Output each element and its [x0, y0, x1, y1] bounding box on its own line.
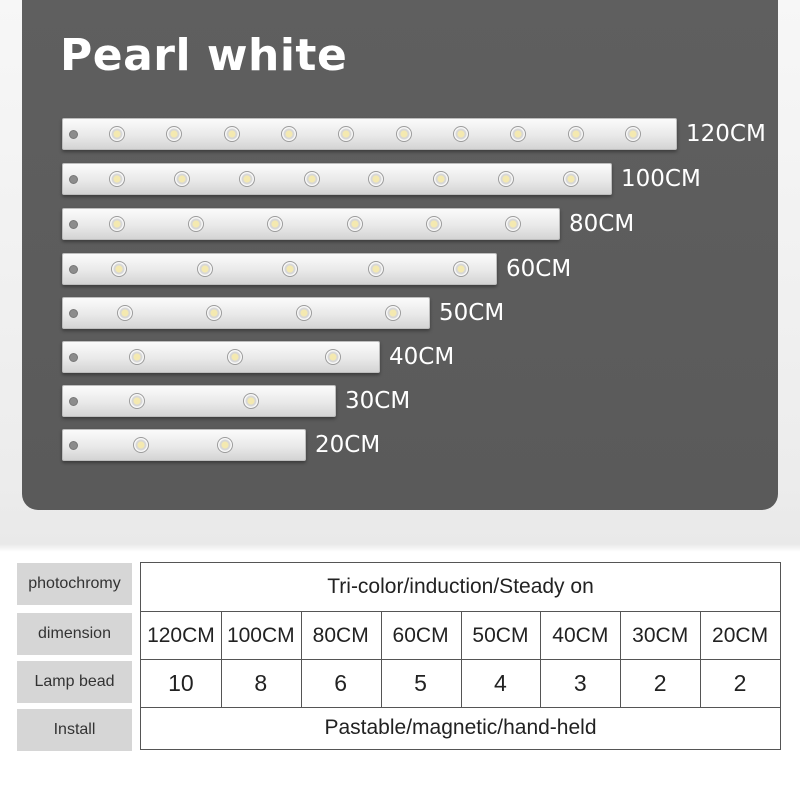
lamp-bead-icon	[426, 216, 442, 232]
lamp-bead-icon	[129, 349, 145, 365]
bar-length-label: 50CM	[439, 300, 505, 326]
lamp-bead-icon	[267, 216, 283, 232]
lamp-bead-icon	[281, 126, 297, 142]
lamp-bead-icon	[625, 126, 641, 142]
light-bar	[62, 253, 497, 285]
dimension-cell: 100CM	[226, 623, 295, 647]
lamp-bead-icon	[498, 171, 514, 187]
lamp-bead-cell: 3	[573, 670, 587, 696]
dimension-cell: 30CM	[632, 623, 689, 647]
dimension-cell: 120CM	[147, 623, 215, 647]
motion-sensor-icon	[69, 265, 78, 274]
light-bar	[62, 385, 336, 417]
motion-sensor-icon	[69, 220, 78, 229]
lamp-bead-icon	[368, 171, 384, 187]
dimension-cell: 60CM	[392, 623, 449, 647]
lamp-bead-icon	[563, 171, 579, 187]
motion-sensor-icon	[69, 397, 78, 406]
lamp-bead-cell: 5	[414, 670, 427, 696]
dimension-cell: 80CM	[312, 623, 369, 647]
lamp-bead-cell: 8	[254, 670, 268, 696]
install-value: Pastable/magnetic/hand-held	[324, 716, 597, 739]
bar-length-label: 40CM	[389, 344, 455, 370]
bar-length-label: 120CM	[686, 121, 766, 147]
lamp-bead-icon	[453, 261, 469, 277]
lamp-bead-icon	[188, 216, 204, 232]
photochromy-value: Tri-color/induction/Steady on	[327, 575, 594, 598]
lamp-bead-icon	[129, 393, 145, 409]
lamp-bead-icon	[109, 171, 125, 187]
lamp-bead-cell: 2	[733, 670, 747, 696]
lamp-bead-icon	[282, 261, 298, 277]
dimension-cell: 40CM	[552, 623, 609, 647]
motion-sensor-icon	[69, 309, 78, 318]
lamp-bead-icon	[433, 171, 449, 187]
label-lamp-bead: Lamp bead	[17, 661, 132, 703]
bar-length-label: 80CM	[569, 211, 635, 237]
lamp-bead-icon	[174, 171, 190, 187]
lamp-bead-icon	[111, 261, 127, 277]
dimension-cell: 50CM	[472, 623, 529, 647]
lamp-bead-icon	[296, 305, 312, 321]
motion-sensor-icon	[69, 441, 78, 450]
lamp-bead-cell: 10	[168, 670, 194, 696]
lamp-bead-icon	[224, 126, 240, 142]
light-bar	[62, 341, 380, 373]
lamp-bead-icon	[227, 349, 243, 365]
label-install: Install	[17, 709, 132, 751]
label-photochromy: photochromy	[17, 563, 132, 605]
lamp-bead-icon	[117, 305, 133, 321]
lamp-bead-icon	[109, 216, 125, 232]
lamp-bead-icon	[396, 126, 412, 142]
light-bar	[62, 429, 306, 461]
lamp-bead-icon	[325, 349, 341, 365]
light-bar	[62, 163, 612, 195]
lamp-bead-icon	[197, 261, 213, 277]
lamp-bead-icon	[166, 126, 182, 142]
lamp-bead-icon	[109, 126, 125, 142]
lamp-bead-icon	[217, 437, 233, 453]
motion-sensor-icon	[69, 130, 78, 139]
lamp-bead-icon	[453, 126, 469, 142]
dimension-cell: 20CM	[712, 623, 769, 647]
lamp-bead-icon	[338, 126, 354, 142]
lamp-bead-icon	[206, 305, 222, 321]
spec-table	[140, 562, 781, 750]
label-dimension: dimension	[17, 613, 132, 655]
lamp-bead-icon	[347, 216, 363, 232]
motion-sensor-icon	[69, 175, 78, 184]
light-bar	[62, 118, 677, 150]
lamp-bead-icon	[239, 171, 255, 187]
light-bar	[62, 208, 560, 240]
lamp-bead-icon	[243, 393, 259, 409]
lamp-bead-cell: 4	[494, 670, 507, 696]
bar-length-label: 30CM	[345, 388, 411, 414]
lamp-bead-cell: 2	[653, 670, 667, 696]
lamp-bead-icon	[510, 126, 526, 142]
light-bar	[62, 297, 430, 329]
lamp-bead-icon	[385, 305, 401, 321]
lamp-bead-cell: 6	[334, 670, 348, 696]
bar-length-label: 20CM	[315, 432, 381, 458]
lamp-bead-icon	[505, 216, 521, 232]
motion-sensor-icon	[69, 353, 78, 362]
lamp-bead-icon	[568, 126, 584, 142]
bar-length-label: 100CM	[621, 166, 701, 192]
lamp-bead-icon	[304, 171, 320, 187]
bar-length-label: 60CM	[506, 256, 572, 282]
lamp-bead-icon	[133, 437, 149, 453]
page-title: Pearl white	[60, 30, 348, 81]
lamp-bead-icon	[368, 261, 384, 277]
